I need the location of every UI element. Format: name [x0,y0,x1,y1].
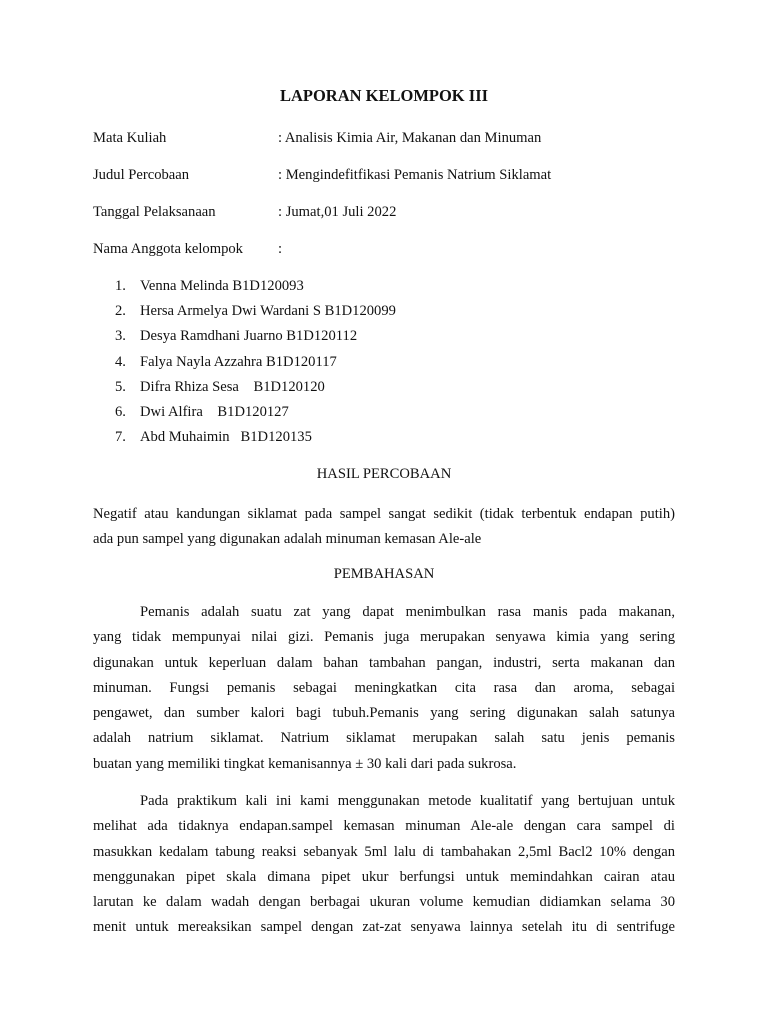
pembahasan-paragraph-2 [93,789,675,941]
field-label: Nama Anggota kelompok [93,241,243,257]
field-value: : Analisis Kimia Air, Makanan dan Minuman [278,130,542,146]
text-line: Pada praktikum kali ini kami menggunakan metode kualitatif yang bertujuan untuk [140,793,675,809]
pembahasan-paragraph-1 [93,600,675,777]
text-line: adalah natrium siklamat. Natrium siklamat merupakan salah satu jenis pemanis [93,730,675,747]
text-line: ada pun sampel yang digunakan adalah minuman kemasan Ale-ale [93,531,482,548]
text-line: melihat ada tidaknya endapan.sampel kemasan minuman Ale-ale dengan cara sampel di [93,818,675,835]
member-item: 3. Desya Ramdhani Juarno B1D120112 [115,328,358,345]
member-item: 5. Difra Rhiza Sesa B1D120120 [115,378,325,395]
text-line: menit untuk mereaksikan sampel dengan zat-zat senyawa lainnya setelah itu di sentrifuge [93,919,675,936]
field-value: : Mengindefitfikasi Pemanis Natrium Siklamat [278,167,552,183]
section-heading-pembahasan: PEMBAHASAN [333,566,435,582]
text-line: Negatif atau kandungan siklamat pada sampel sangat sedikit (tidak terbentuk endapan putih) [93,506,675,522]
text-line: digunakan untuk keperluan dalam bahan tambahan pangan, industri, serta makanan dan [93,654,675,671]
member-item: 1. Venna Melinda B1D120093 [115,278,304,294]
member-item: 7. Abd Muhaimin B1D120135 [115,429,312,446]
text-line: pengawet, dan sumber kalori bagi tubuh.Pemanis yang sering digunakan salah satunya [93,705,675,722]
text-line: Pemanis adalah suatu zat yang dapat menimbulkan rasa manis pada makanan, [140,604,675,620]
member-item: 6. Dwi Alfira B1D120127 [115,403,289,420]
field-value: : Jumat,01 Juli 2022 [278,204,397,220]
field-value: : [278,241,283,257]
field-label: Tanggal Pelaksanaan [93,204,216,220]
member-list [115,276,396,452]
report-title: LAPORAN KELOMPOK III [279,86,489,105]
field-label: Mata Kuliah [93,130,167,146]
member-item: 4. Falya Nayla Azzahra B1D120117 [115,353,337,370]
text-line: buatan yang memiliki tingkat kemanisannya ± 30 kali dari pada sukrosa. [93,755,517,772]
text-line: minuman. Fungsi pemanis sebagai meningkatkan cita rasa dan aroma, sebagai [93,679,675,696]
text-line: menggunakan pipet skala dimana pipet ukur berfungsi untuk memindahkan cairan atau [93,868,675,885]
text-line: masukkan kedalam tabung reaksi sebanyak 5ml lalu di tambahakan 2,5ml Bacl2 10% dengan [93,843,675,860]
text-line: yang tidak mempunyai nilai gizi. Pemanis juga merupakan senyawa kimia yang sering [93,629,675,646]
section-heading-hasil: HASIL PERCOBAAN [316,466,452,482]
hasil-paragraph [93,502,675,553]
member-item: 2. Hersa Armelya Dwi Wardani S B1D120099 [115,303,396,320]
text-line: larutan ke dalam wadah dengan berbagai ukuran volume kemudian didiamkan selama 30 [93,894,675,911]
field-label: Judul Percobaan [93,167,190,183]
